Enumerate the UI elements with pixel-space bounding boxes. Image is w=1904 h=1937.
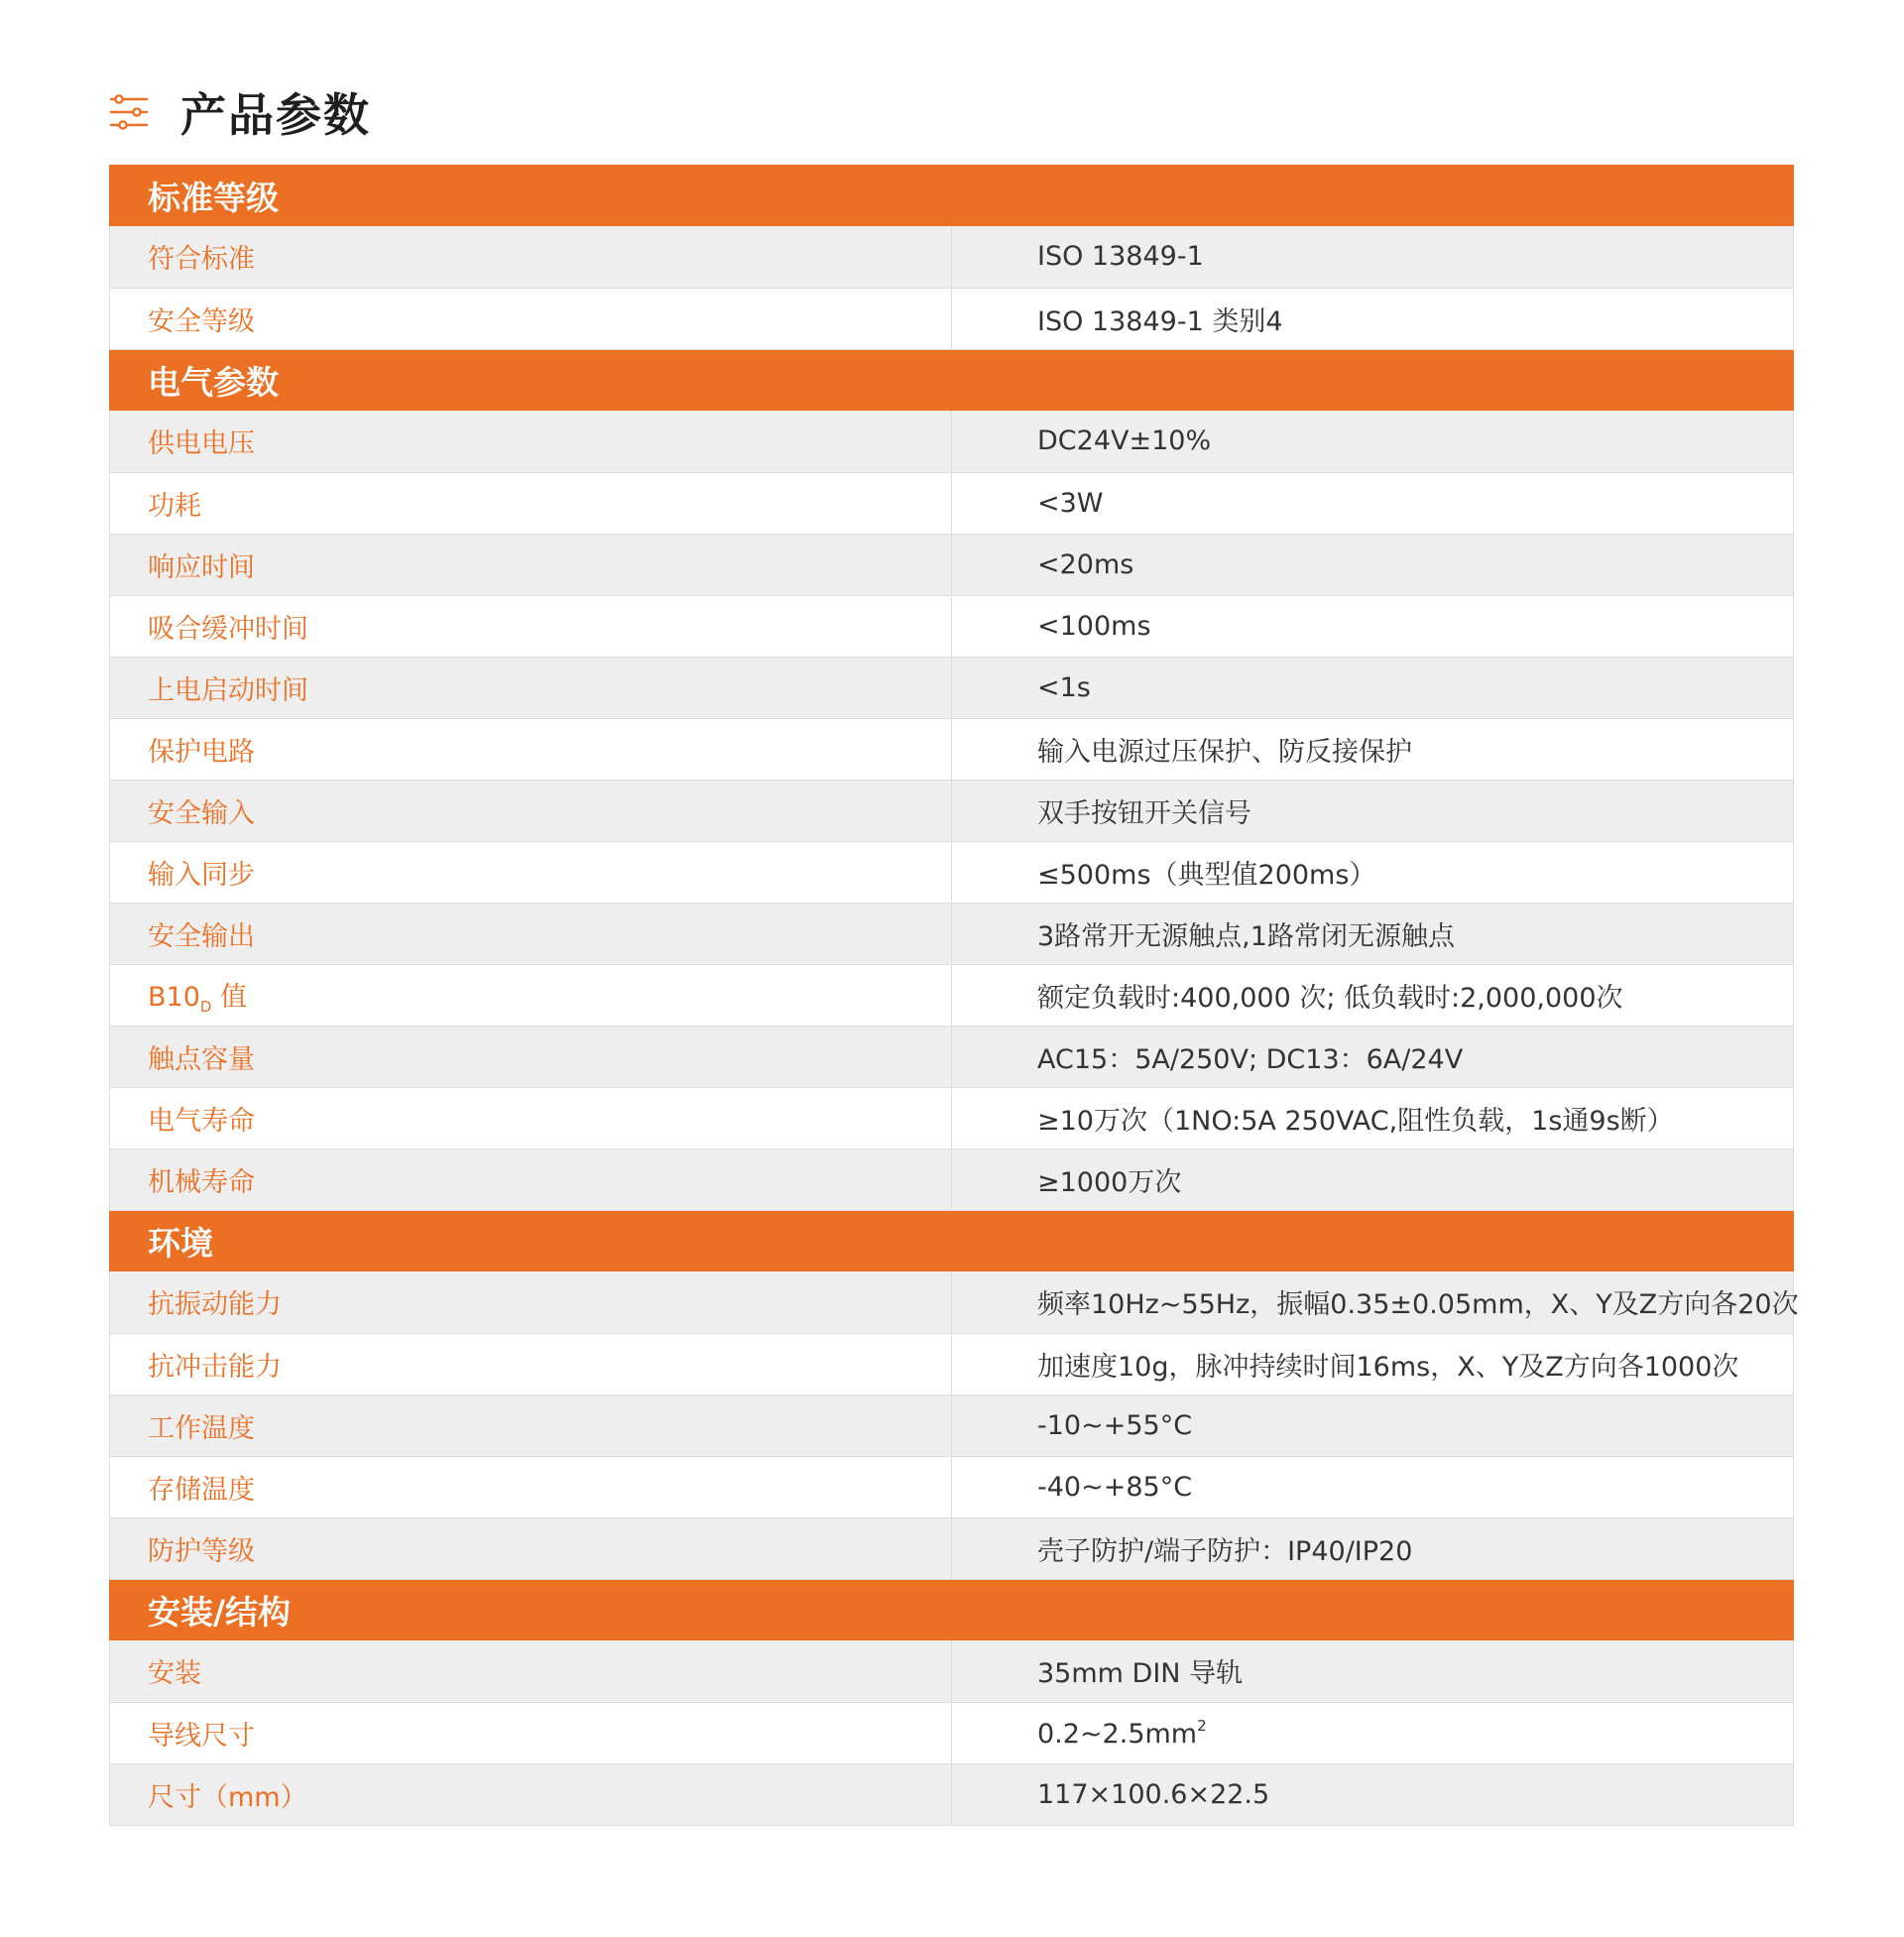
row-value: 3路常开无源触点,1路常闭无源触点: [952, 903, 1794, 964]
row-value: <3W: [952, 472, 1794, 534]
row-label: [110, 964, 952, 1026]
row-value: 双手按钮开关信号: [952, 780, 1794, 841]
section-header-electrical: [110, 349, 1794, 411]
table-row: [110, 1149, 1794, 1210]
row-label: 抗振动能力: [110, 1271, 952, 1333]
table-row: [110, 1333, 1794, 1394]
row-label-main: B10: [148, 981, 200, 1013]
row-label: 功耗: [110, 472, 952, 534]
row-value: 加速度10g，脉冲持续时间16ms，X、Y及Z方向各1000次: [952, 1333, 1794, 1394]
row-value: ≥10万次（1NO:5A 250VAC,阻性负载，1s通9s断）: [952, 1087, 1794, 1149]
row-value: -40~+85°C: [952, 1456, 1794, 1517]
row-label: 符合标准: [110, 226, 952, 288]
row-label: 触点容量: [110, 1026, 952, 1087]
row-value: 频率10Hz~55Hz，振幅0.35±0.05mm，X、Y及Z方向各20次: [952, 1271, 1794, 1333]
row-label: 机械寿命: [110, 1149, 952, 1210]
page-header: [109, 75, 371, 149]
row-label: 上电启动时间: [110, 657, 952, 718]
table-row: [110, 534, 1794, 595]
row-value: 35mm DIN 导轨: [952, 1640, 1794, 1702]
table-row: [110, 411, 1794, 472]
row-value-main: 0.2~2.5mm: [1037, 1718, 1198, 1750]
row-value: ISO 13849-1: [952, 226, 1794, 288]
table-row: [110, 226, 1794, 288]
row-label: 安全等级: [110, 288, 952, 349]
row-value: <20ms: [952, 534, 1794, 595]
table-row: [110, 472, 1794, 534]
row-label-tail: 值: [211, 981, 248, 1013]
table-row: [110, 841, 1794, 903]
row-label: 安装: [110, 1640, 952, 1702]
table-row: [110, 1026, 1794, 1087]
row-value: ISO 13849-1 类别4: [952, 288, 1794, 349]
row-value: -10~+55°C: [952, 1394, 1794, 1456]
section-title: 环境: [110, 1210, 1794, 1271]
row-value: <1s: [952, 657, 1794, 718]
row-value: ≤500ms（典型值200ms）: [952, 841, 1794, 903]
row-value: DC24V±10%: [952, 411, 1794, 472]
row-label: 防护等级: [110, 1517, 952, 1579]
section-header-standard: [110, 165, 1794, 226]
section-title: 标准等级: [110, 165, 1794, 226]
section-header-installation: [110, 1579, 1794, 1640]
row-value-superscript: 2: [1197, 1716, 1207, 1735]
row-label: 供电电压: [110, 411, 952, 472]
row-label-subscript: D: [199, 997, 212, 1016]
table-row: [110, 1394, 1794, 1456]
row-label: 电气寿命: [110, 1087, 952, 1149]
spec-table: [109, 165, 1799, 1826]
row-value: <100ms: [952, 595, 1794, 657]
table-row: [110, 718, 1794, 780]
row-label: 吸合缓冲时间: [110, 595, 952, 657]
page-title: 产品参数: [180, 88, 371, 142]
table-row: [110, 903, 1794, 964]
row-label: 工作温度: [110, 1394, 952, 1456]
row-value: [952, 1702, 1794, 1763]
table-row: [110, 1763, 1794, 1825]
row-value: 输入电源过压保护、防反接保护: [952, 718, 1794, 780]
row-value: 117×100.6×22.5: [952, 1763, 1794, 1825]
row-label: 导线尺寸: [110, 1702, 952, 1763]
section-header-environment: [110, 1210, 1794, 1271]
row-value: ≥1000万次: [952, 1149, 1794, 1210]
row-label: 保护电路: [110, 718, 952, 780]
table-row: [110, 780, 1794, 841]
table-row: [110, 595, 1794, 657]
table-row: [110, 288, 1794, 349]
sliders-icon: [109, 92, 149, 132]
section-title: 电气参数: [110, 349, 1794, 411]
table-row: [110, 964, 1794, 1026]
table-row: [110, 1456, 1794, 1517]
table-row: [110, 657, 1794, 718]
row-label: 安全输入: [110, 780, 952, 841]
row-value: 额定负载时:400,000 次; 低负载时:2,000,000次: [952, 964, 1794, 1026]
section-title: 安装/结构: [110, 1579, 1794, 1640]
table-row: [110, 1640, 1794, 1702]
row-label: 响应时间: [110, 534, 952, 595]
row-label: 尺寸（mm）: [110, 1763, 952, 1825]
row-label: 存储温度: [110, 1456, 952, 1517]
row-label: 安全输出: [110, 903, 952, 964]
table-row: [110, 1702, 1794, 1763]
table-row: [110, 1517, 1794, 1579]
table-row: [110, 1087, 1794, 1149]
row-value: 壳子防护/端子防护：IP40/IP20: [952, 1517, 1794, 1579]
table-row: [110, 1271, 1794, 1333]
row-label: 抗冲击能力: [110, 1333, 952, 1394]
row-label: 输入同步: [110, 841, 952, 903]
row-value: AC15：5A/250V; DC13：6A/24V: [952, 1026, 1794, 1087]
